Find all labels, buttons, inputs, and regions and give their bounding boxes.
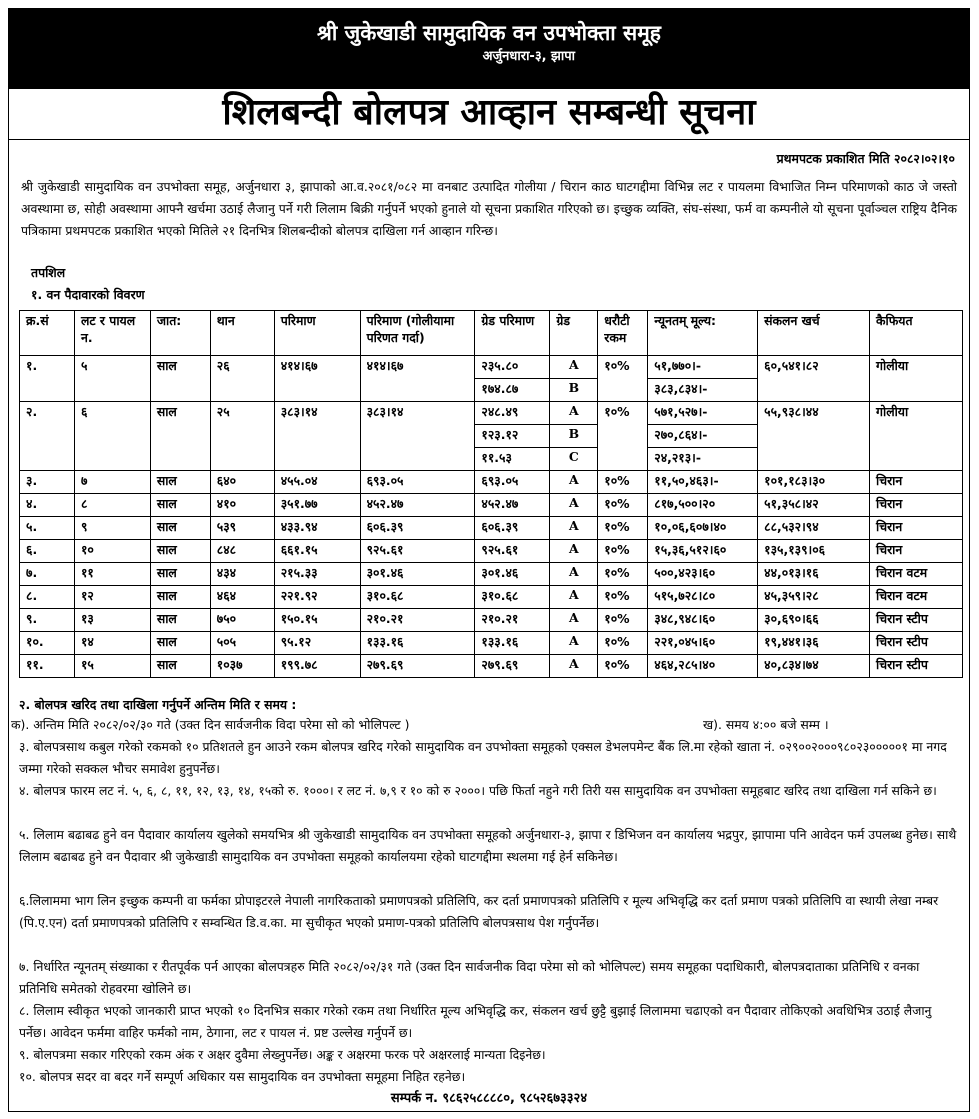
- collection-cost-cell: ६०,५४१।८२: [758, 356, 870, 402]
- count-cell: ५०५: [210, 632, 274, 655]
- table-header-row: [20, 311, 963, 356]
- count-cell: ४१०: [210, 494, 274, 517]
- collection-cost-cell: ५५,९३८।४४: [758, 402, 870, 471]
- collection-cost-cell: ४४,०१३।१६: [758, 563, 870, 586]
- grade-quantity-cell: २४८.४९: [475, 402, 550, 425]
- column-header: न्यूनतम् मूल्य:: [648, 311, 758, 356]
- minimum-price-cell: ३४८,९४८।६०: [648, 609, 758, 632]
- column-header: परिमाण (गोलीयामा परिणत गर्दा): [360, 311, 475, 356]
- quantity-cell: ९५.१२: [274, 632, 360, 655]
- publish-date: प्रथमपटक प्रकाशित मिति २०८२।०२।१०: [776, 151, 955, 166]
- converted-quantity-cell: २१०.२१: [360, 609, 475, 632]
- deposit-cell: १०%: [598, 471, 648, 494]
- remarks-cell: गोलीया: [870, 356, 963, 402]
- species-cell: साल: [150, 586, 210, 609]
- clause-10: १०. बोलपत्र सदर वा बदर गर्ने सम्पूर्ण अधिकार यस सामुदायिक वन उपभोक्ता समूहमा निहित रहनेछ।: [19, 1069, 466, 1084]
- notice-title-box: [8, 88, 970, 140]
- serial-cell: ४.: [20, 494, 75, 517]
- table-row: [20, 471, 963, 494]
- lot-cell: १३: [74, 609, 150, 632]
- grade-cell: A: [550, 609, 598, 632]
- serial-cell: १.: [20, 356, 75, 402]
- count-cell: ४६४: [210, 586, 274, 609]
- minimum-price-cell: ५१५,७२८।८०: [648, 586, 758, 609]
- table-row: [20, 586, 963, 609]
- count-cell: ४३४: [210, 563, 274, 586]
- grade-quantity-cell: ११.५३: [475, 448, 550, 471]
- grade-cell: A: [550, 494, 598, 517]
- minimum-price-cell: ५१,७७०।-: [648, 356, 758, 379]
- clause-5: ५. लिलाम बढाबढ हुने वन पैदावार कार्यालय खुलेको समयभित्र श्री जुकेखाडी सामुदायिक वन उपभोक्ता समूहको अर्जुनधारा-३, झापा र डिभिजन वन कार्यालय भद्रपुर, झापामा पनि आवेदन फर्म उपलब्ध हुनेछ। साथै लिलाम बढाबढ हुने वन पैदावार श्री जुकेखाडी सामुदायिक वन उपभोक्ता समूहको कार्यालयमा रहेको घाटगद्दीमा स्थलमा गई हेर्न सकिनेछ।: [19, 827, 957, 864]
- intro-paragraph: श्री जुकेखाडी सामुदायिक वन उपभोक्ता समूह, अर्जुनधारा ३, झापाको आ.व.२०८१/०८२ मा वनबाट उत्पादित गोलीया / चिरान काठ घाटगद्दीमा विभिन्न लट र पायलमा विभाजित निम्न परिमाणको काठ जे जस्तो अवस्थामा छ, सोही अवस्थामा आफ्नै खर्चमा उठाई लैजानु पर्ने गरी लिलाम बिक्री गर्नुपर्ने भएको हुनाले यो सूचना प्रकाशित गरिएको छ। इच्छुक व्यक्ति, संघ-संस्था, फर्म वा कम्पनीले यो सूचना पूर्वाञ्चल राष्ट्रिय दैनिक पत्रिकामा प्रथमपटक प्रकाशित भएको मितिले २१ दिनभित्र शिलबन्दीको बोलपत्र दाखिला गर्न आव्हान गरिन्छ।: [21, 179, 957, 238]
- quantity-cell: १९९.७८: [274, 655, 360, 678]
- remarks-cell: चिरान: [870, 494, 963, 517]
- species-cell: साल: [150, 494, 210, 517]
- deposit-cell: १०%: [598, 586, 648, 609]
- deposit-cell: १०%: [598, 563, 648, 586]
- grade-quantity-cell: ६९३.०५: [475, 471, 550, 494]
- grade-cell: B: [550, 379, 598, 402]
- table-row: [20, 540, 963, 563]
- collection-cost-cell: ८८,५३२।९४: [758, 517, 870, 540]
- remarks-cell: गोलीया: [870, 402, 963, 471]
- quantity-cell: ४५५.०४: [274, 471, 360, 494]
- lot-cell: १२: [74, 586, 150, 609]
- converted-quantity-cell: ४१४।६७: [360, 356, 475, 402]
- grade-cell: A: [550, 402, 598, 425]
- grade-cell: C: [550, 448, 598, 471]
- clause-7: ७. निर्धारित न्यूनतम् संख्याका र रीतपूर्वक पर्न आएका बोलपत्रहरु मिति २०८२/०२/३१ गते (उक्त दिन सार्वजनीक विदा परेमा सो को भोलिपल्ट) समय समूहका पदाधिकारी, बोलपत्रदाताका प्रतिनिधि र वनका प्रतिनिधि समेतको रोहवरमा खोलिने छ।: [19, 959, 920, 996]
- grade-cell: A: [550, 655, 598, 678]
- lot-cell: ९: [74, 517, 150, 540]
- table-row: [20, 356, 963, 379]
- remarks-cell: चिरान: [870, 540, 963, 563]
- serial-cell: ३.: [20, 471, 75, 494]
- count-cell: ५३९: [210, 517, 274, 540]
- clause-3: ३. बोलपत्रसाथ कबुल गरेको रकमको १० प्रतिशतले हुन आउने रकम बोलपत्र खरिद गरेको सामुदायिक वन उपभोक्ता समूहको एक्सल डेभलपमेन्ट बैंक लि.मा रहेको खाता नं. ०२९००२०००९८०२३०००००१ मा नगद जम्मा गरेको सक्कल भौचर समावेश हुनुपर्नेछ।: [19, 739, 947, 776]
- table-row: [20, 494, 963, 517]
- count-cell: ७५०: [210, 609, 274, 632]
- converted-quantity-cell: ९२५.६१: [360, 540, 475, 563]
- minimum-price-cell: ५७१,५२७।-: [648, 402, 758, 425]
- deadline-time: ख). समय ४:०० बजे सम्म ।: [703, 717, 829, 732]
- grade-cell: B: [550, 425, 598, 448]
- serial-cell: १०.: [20, 632, 75, 655]
- lot-cell: १४: [74, 632, 150, 655]
- species-cell: साल: [150, 356, 210, 402]
- collection-cost-cell: १३५,१३९।०६: [758, 540, 870, 563]
- quantity-cell: ४३३.९४: [274, 517, 360, 540]
- org-name: श्री जुकेखाडी सामुदायिक वन उपभोक्ता समूह: [317, 21, 661, 45]
- details-heading: तपशिल: [31, 265, 66, 280]
- converted-quantity-cell: २७९.६९: [360, 655, 475, 678]
- minimum-price-cell: २२१,०४५।६०: [648, 632, 758, 655]
- quantity-cell: १५०.१५: [274, 609, 360, 632]
- converted-quantity-cell: ६९३.०५: [360, 471, 475, 494]
- contact-numbers: सम्पर्क न. ९८६२५८८८८०, ९८५२६७३३२४: [390, 1091, 588, 1106]
- remarks-cell: चिरान स्टीप: [870, 632, 963, 655]
- collection-cost-cell: ४५,३५९।२८: [758, 586, 870, 609]
- grade-quantity-cell: २१०.२१: [475, 609, 550, 632]
- serial-cell: २.: [20, 402, 75, 471]
- minimum-price-cell: ४६४,२८५।४०: [648, 655, 758, 678]
- grade-quantity-cell: १७४.८७: [475, 379, 550, 402]
- count-cell: १०३७: [210, 655, 274, 678]
- section-2-heading: २. बोलपत्र खरिद तथा दाखिला गर्नुपर्ने अन्तिम मिति र समय :: [19, 697, 297, 712]
- converted-quantity-cell: ३१०.६८: [360, 586, 475, 609]
- collection-cost-cell: ३०,६९०।६६: [758, 609, 870, 632]
- serial-cell: ६.: [20, 540, 75, 563]
- column-header: संकलन खर्च: [758, 311, 870, 356]
- table-row: [20, 563, 963, 586]
- deposit-cell: १०%: [598, 655, 648, 678]
- grade-cell: A: [550, 586, 598, 609]
- deposit-cell: १०%: [598, 517, 648, 540]
- minimum-price-cell: ३८३,८३४।-: [648, 379, 758, 402]
- lot-cell: ८: [74, 494, 150, 517]
- notice-title: शिलबन्दी बोलपत्र आव्हान सम्बन्धी सूचना: [222, 92, 756, 133]
- serial-cell: ८.: [20, 586, 75, 609]
- minimum-price-cell: १०,०६,६०७।४०: [648, 517, 758, 540]
- remarks-cell: चिरान स्टीप: [870, 609, 963, 632]
- minimum-price-cell: १५,३६,५१२।६०: [648, 540, 758, 563]
- remarks-cell: चिरान स्टीप: [870, 655, 963, 678]
- quantity-cell: २१५.३३: [274, 563, 360, 586]
- notice-body: [8, 140, 970, 1112]
- serial-cell: ५.: [20, 517, 75, 540]
- species-cell: साल: [150, 471, 210, 494]
- count-cell: ६४०: [210, 471, 274, 494]
- grade-cell: A: [550, 563, 598, 586]
- column-header: जात:: [150, 311, 210, 356]
- serial-cell: ११.: [20, 655, 75, 678]
- clause-6: ६.लिलाममा भाग लिन इच्छुक कम्पनी वा फर्मका प्रोपाइटरले नेपाली नागरिकताको प्रमाणपत्रको प्रतिलिपि, कर दर्ता प्रमाणपत्रको प्रतिलिपि र मूल्य अभिवृद्धि कर दर्ता प्रमाण पत्रको प्रतिलिपि वा स्थायी लेखा नम्बर (पि.ए.एन) दर्ता प्रमाणपत्रको प्रतिलिपि र सम्वन्धित डि.व.का. मा सुचीकृत भएको प्रमाण-पत्रको प्रतिलिपि बोलपत्रसाथ पेश गर्नुपर्नेछ।: [19, 893, 939, 930]
- collection-cost-cell: १०१,१८३।३०: [758, 471, 870, 494]
- quantity-cell: ३८३।१४: [274, 402, 360, 471]
- minimum-price-cell: २४,२१३।-: [648, 448, 758, 471]
- deposit-cell: १०%: [598, 402, 648, 471]
- lot-cell: १५: [74, 655, 150, 678]
- lot-cell: ७: [74, 471, 150, 494]
- table-row: [20, 517, 963, 540]
- column-header: लट र पायल न.: [74, 311, 150, 356]
- column-header: ग्रेड परिमाण: [475, 311, 550, 356]
- deposit-cell: १०%: [598, 494, 648, 517]
- species-cell: साल: [150, 540, 210, 563]
- lot-cell: ११: [74, 563, 150, 586]
- lot-cell: १०: [74, 540, 150, 563]
- org-header: [8, 8, 970, 88]
- deposit-cell: १०%: [598, 356, 648, 402]
- grade-quantity-cell: १२३.१२: [475, 425, 550, 448]
- species-cell: साल: [150, 402, 210, 471]
- grade-cell: A: [550, 471, 598, 494]
- remarks-cell: चिरान वटम: [870, 563, 963, 586]
- species-cell: साल: [150, 609, 210, 632]
- collection-cost-cell: ५१,३५८।४२: [758, 494, 870, 517]
- converted-quantity-cell: ४५२.४७: [360, 494, 475, 517]
- collection-cost-cell: ४०,८३४।७४: [758, 655, 870, 678]
- species-cell: साल: [150, 517, 210, 540]
- column-header: परिमाण: [274, 311, 360, 356]
- column-header: ग्रेड: [550, 311, 598, 356]
- table-row: [20, 609, 963, 632]
- converted-quantity-cell: ६०६.३९: [360, 517, 475, 540]
- grade-quantity-cell: २७९.६९: [475, 655, 550, 678]
- org-address: अर्जुनधारा-३, झापा: [482, 49, 575, 64]
- remarks-cell: चिरान: [870, 517, 963, 540]
- species-cell: साल: [150, 632, 210, 655]
- clause-9: ९. बोलपत्रमा सकार गरिएको रकम अंक र अक्षर दुवैमा लेख्नुपर्नेछ। अङ्क र अक्षरमा फरक परे अक्षरलाई मान्यता दिइनेछ।: [19, 1047, 546, 1062]
- minimum-price-cell: २७०,८६४।-: [648, 425, 758, 448]
- minimum-price-cell: ११,५०,४६३।-: [648, 471, 758, 494]
- forest-products-table: [19, 310, 963, 678]
- converted-quantity-cell: ३८३।१४: [360, 402, 475, 471]
- deadline-date: क). अन्तिम मिति २०८२/०२/३० गते (उक्त दिन सार्वजनीक विदा परेमा सो को भोलिपल्ट ): [11, 717, 410, 732]
- grade-quantity-cell: ६०६.३९: [475, 517, 550, 540]
- count-cell: ८४८: [210, 540, 274, 563]
- quantity-cell: २२१.९२: [274, 586, 360, 609]
- table-row: [20, 655, 963, 678]
- count-cell: २६: [210, 356, 274, 402]
- converted-quantity-cell: १३३.१६: [360, 632, 475, 655]
- grade-quantity-cell: ३१०.६८: [475, 586, 550, 609]
- lot-cell: ५: [74, 356, 150, 402]
- grade-quantity-cell: २३५.८०: [475, 356, 550, 379]
- serial-cell: ९.: [20, 609, 75, 632]
- column-header: धरौटी रकम: [598, 311, 648, 356]
- grade-quantity-cell: ३०१.४६: [475, 563, 550, 586]
- species-cell: साल: [150, 563, 210, 586]
- deposit-cell: १०%: [598, 632, 648, 655]
- quantity-cell: ३५१.७७: [274, 494, 360, 517]
- section-1-heading: १. वन पैदावारको विवरण: [31, 287, 145, 302]
- converted-quantity-cell: ३०१.४६: [360, 563, 475, 586]
- table-row: [20, 402, 963, 425]
- clause-8: ८. लिलाम स्वीकृत भएको जानकारी प्राप्त भएको १० दिनभित्र सकार गरेको रकम तथा निर्धारित मूल्य अभिवृद्धि कर, संकलन खर्च छुट्टै बुझाई लिलाममा चढाएको वन पैदावार तोकिएको अवधिभित्र उठाई लैजानु पर्नेछ। आवेदन फर्ममा वाहिर फर्मको नाम, ठेगाना, लट र पायल नं. प्रष्ट उल्लेख गर्नुपर्ने छ।: [19, 1003, 932, 1040]
- grade-cell: A: [550, 356, 598, 379]
- count-cell: २५: [210, 402, 274, 471]
- serial-cell: ७.: [20, 563, 75, 586]
- grade-cell: A: [550, 517, 598, 540]
- table-row: [20, 632, 963, 655]
- grade-quantity-cell: ४५२.४७: [475, 494, 550, 517]
- column-header: क्र.सं: [20, 311, 75, 356]
- grade-quantity-cell: ९२५.६१: [475, 540, 550, 563]
- deposit-cell: १०%: [598, 609, 648, 632]
- clause-4: ४. बोलपत्र फारम लट नं. ५, ६, ८, ११, १२, १३, १४, १५को रु. १०००। र लट नं. ७,९ र १० को रु २०००। पछि फिर्ता नहुने गरी तिरी यस सामुदायिक वन उपभोक्ता समूहबाट खरिद तथा दाखिला गर्न सकिने छ।: [19, 783, 937, 798]
- minimum-price-cell: ८१७,५००।२०: [648, 494, 758, 517]
- quantity-cell: ६६१.१५: [274, 540, 360, 563]
- column-header: थान: [210, 311, 274, 356]
- grade-cell: A: [550, 632, 598, 655]
- grade-cell: A: [550, 540, 598, 563]
- deposit-cell: १०%: [598, 540, 648, 563]
- lot-cell: ६: [74, 402, 150, 471]
- collection-cost-cell: १९,४४१।३६: [758, 632, 870, 655]
- column-header: कैफियत: [870, 311, 963, 356]
- remarks-cell: चिरान: [870, 471, 963, 494]
- grade-quantity-cell: १३३.१६: [475, 632, 550, 655]
- quantity-cell: ४१४।६७: [274, 356, 360, 402]
- minimum-price-cell: ५००,४२३।६०: [648, 563, 758, 586]
- species-cell: साल: [150, 655, 210, 678]
- remarks-cell: चिरान वटम: [870, 586, 963, 609]
